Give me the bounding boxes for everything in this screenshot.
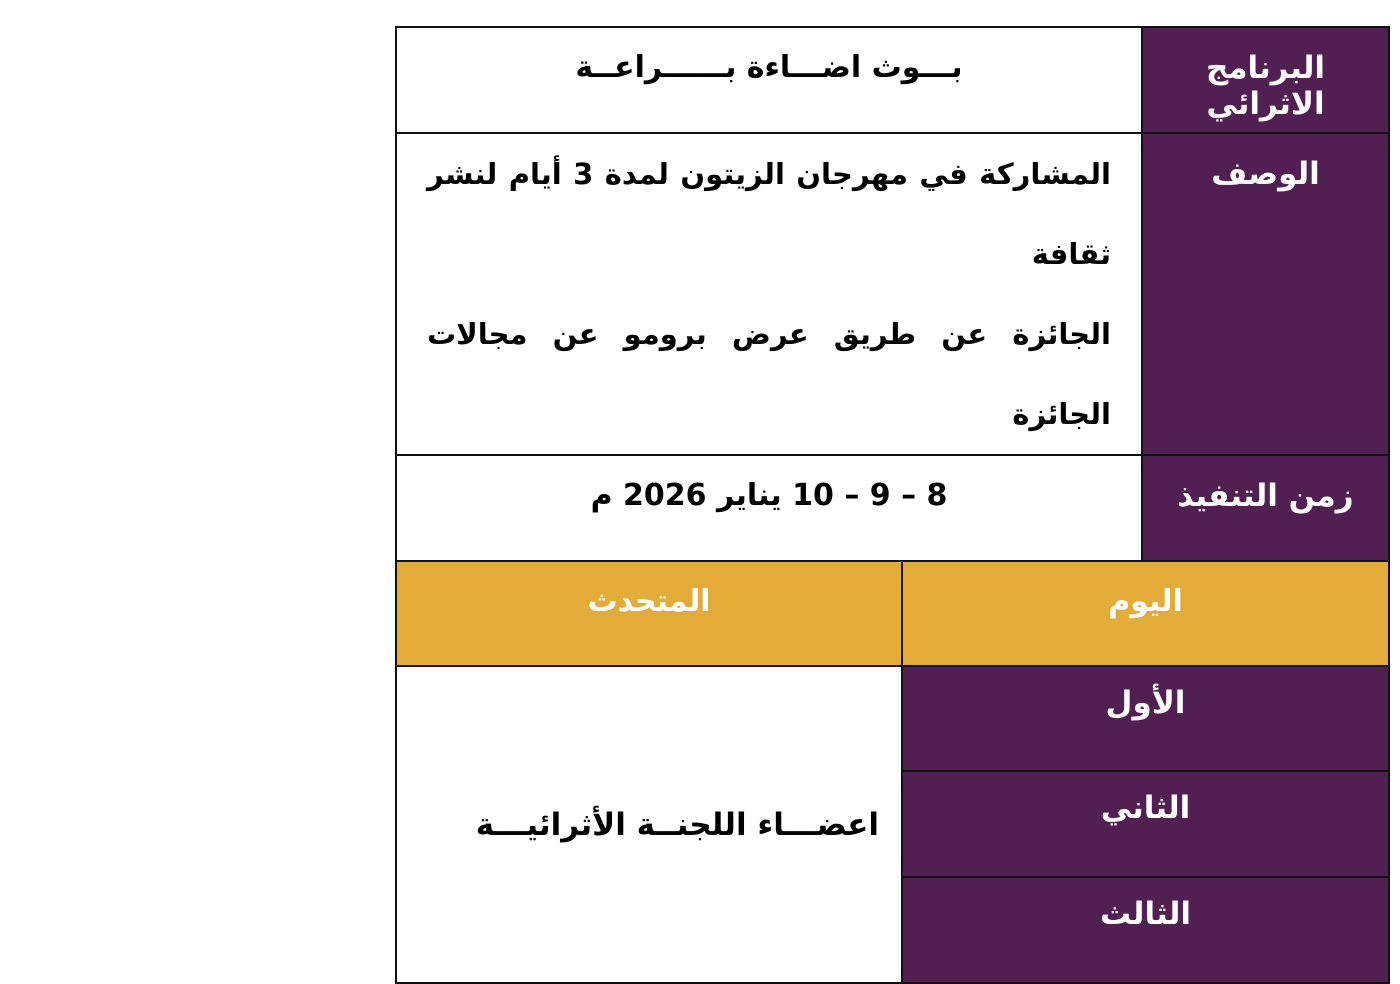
day-header: اليوم [902, 561, 1389, 666]
program-row [396, 27, 1389, 133]
program-value: بـــوث اضـــاءة بــــــراعــة [396, 27, 1142, 133]
day-cell: الثالث [902, 877, 1389, 983]
description-value [396, 133, 1142, 455]
date-value: 8 – 9 – 10 يناير 2026 م [396, 455, 1142, 561]
program-info-table [395, 26, 1390, 562]
day-cell: الأول [902, 666, 1389, 771]
schedule-table [395, 560, 1390, 984]
description-line: المشاركة في مهرجان الزيتون لمدة 3 أيام لنشر ثقافة [427, 157, 1111, 271]
date-label: زمن التنفيذ [1142, 455, 1389, 561]
description-row [396, 133, 1389, 455]
day-cell: الثاني [902, 771, 1389, 877]
speaker-cell: اعضـــاء اللجنــة الأثرائيـــة [396, 666, 902, 983]
schedule-row [396, 666, 1389, 771]
description-label: الوصف [1142, 133, 1389, 455]
description-line: الجائزة عن طريق عرض برومو عن مجالات الجائزة [427, 317, 1111, 431]
document-page [395, 26, 1388, 984]
program-label: البرنامج الاثرائي [1142, 27, 1389, 133]
speaker-header: المتحدث [396, 561, 902, 666]
date-row [396, 455, 1389, 561]
schedule-header-row [396, 561, 1389, 666]
